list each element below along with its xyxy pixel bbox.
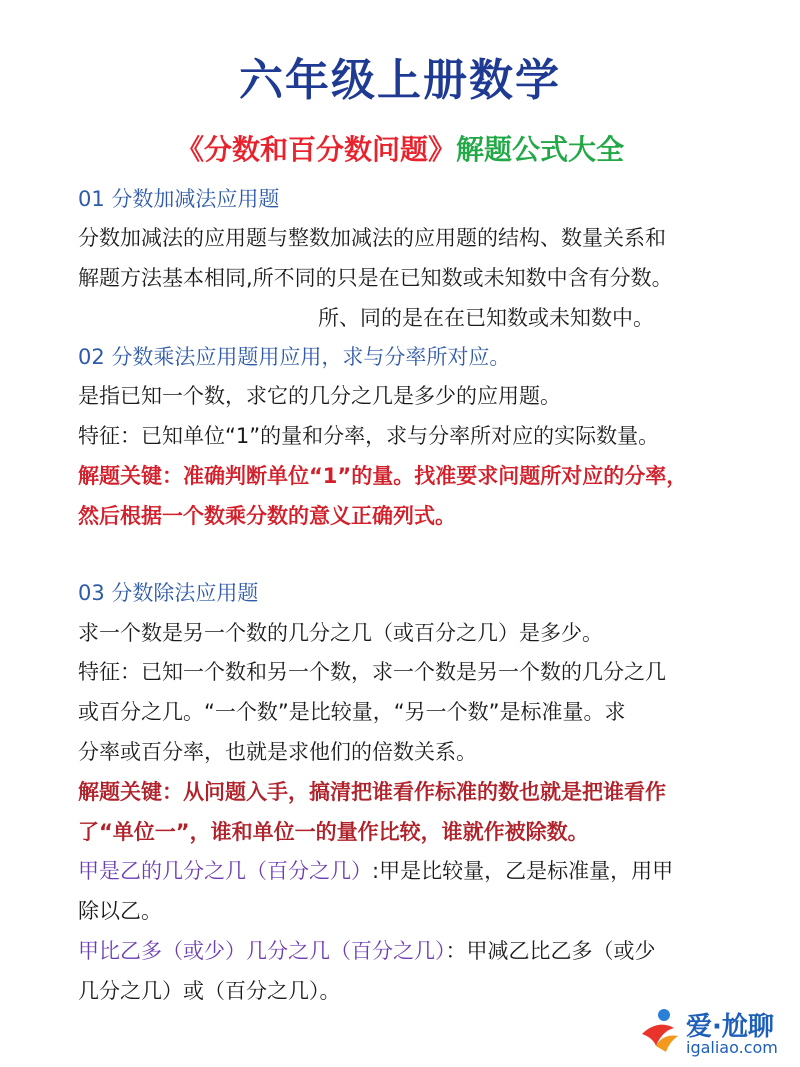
rule1-method: :甲是比较量，乙是标准量，用甲 — [372, 859, 674, 883]
page-subtitle — [0, 128, 800, 168]
section2-heading: 02 分数乘法应用题用应用，求与分率所对应。 — [78, 345, 511, 369]
page-title: 六年级上册数学 — [239, 55, 561, 106]
rule2-method: ：甲减乙比乙多（或少 — [445, 939, 656, 963]
section3-rule1-line-1 — [78, 855, 673, 885]
section3-key-line-1: 解题关键：从问题入手，搞清把谁看作标准的数也就是把谁看作 — [78, 780, 666, 804]
section1-line-1: 分数加减法的应用题与整数加减法的应用题的结构、数量关系和 — [78, 226, 666, 250]
section3-rule2-line-1 — [78, 935, 656, 965]
section3-line-2: 特征：已知一个数和另一个数，求一个数是另一个数的几分之几 — [78, 660, 666, 684]
section2-key-line-2: 然后根据一个数乘分数的意义正确列式。 — [78, 504, 456, 528]
section3-line-4: 分率或百分率，也就是求他们的倍数关系。 — [78, 740, 477, 764]
section1-heading: 01 分数加减法应用题 — [78, 187, 280, 211]
rule2-condition: 甲比乙多（或少）几分之几（百分之几） — [78, 939, 446, 963]
section3-rule1-line-2: 除以乙。 — [78, 899, 162, 923]
rule1-condition: 甲是乙的几分之几（百分之几） — [78, 859, 372, 883]
watermark-url: igaliao.com — [686, 1038, 778, 1057]
runner-logo-icon — [634, 1006, 684, 1056]
subtitle-suffix: 解题公式大全 — [456, 133, 625, 166]
watermark-name: 爱·尬聊 — [686, 1012, 774, 1042]
section2-line-1: 是指已知一个数，求它的几分之几是多少的应用题。 — [78, 384, 561, 408]
section2-line-2: 特征：已知单位“1”的量和分率，求与分率所对应的实际数量。 — [78, 424, 660, 448]
watermark-logo — [634, 1004, 794, 1060]
section3-rule2-line-2: 几分之几）或（百分之几）。 — [78, 979, 341, 1003]
section3-heading: 03 分数除法应用题 — [78, 581, 259, 605]
section2-key-line-1: 解题关键：准确判断单位“1”的量。找准要求问题所对应的分率， — [78, 464, 688, 488]
section3-line-1: 求一个数是另一个数的几分之几（或百分之几）是多少。 — [78, 621, 603, 645]
subtitle-topic: 《分数和百分数问题》 — [175, 133, 456, 166]
section3-line-3: 或百分之几。“一个数”是比较量，“另一个数”是标准量。求 — [78, 700, 626, 724]
section3-key-line-2: 了“单位一”，谁和单位一的量作比较，谁就作被除数。 — [78, 820, 589, 844]
section1-line-2: 解题方法基本相同,所不同的只是在已知数或未知数中含有分数。 — [78, 266, 673, 290]
overlay-text-artifact: 所、同的是在在已知数或未知数中。 — [318, 306, 654, 330]
